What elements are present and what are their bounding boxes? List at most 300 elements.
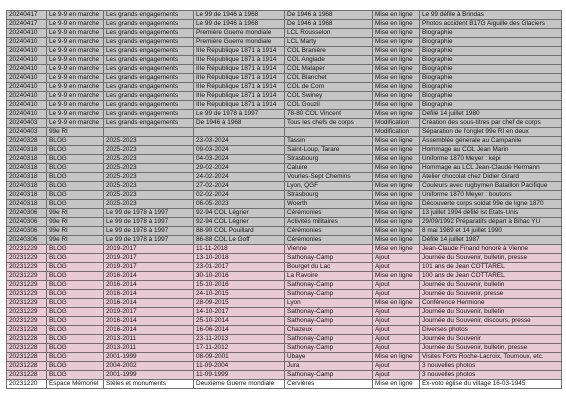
category-cell: Stèles et monuments: [104, 380, 194, 389]
action-cell: Modification: [373, 119, 420, 128]
section-cell: 99e RI: [47, 218, 104, 227]
topic-cell: [285, 128, 373, 137]
subcategory-cell: Première Guerre mondiale: [194, 38, 285, 47]
table-row: [7, 272, 562, 281]
section-cell: BLOG: [47, 353, 104, 362]
topic-cell: De 1946 à 1968: [285, 20, 373, 29]
table-row: [7, 344, 562, 353]
description-cell: 3 nouvelles photos: [420, 371, 562, 380]
table-row: [7, 353, 562, 362]
table-row: [7, 11, 562, 20]
section-cell: Le 9-9 en marche: [47, 56, 104, 65]
description-cell: Biographie: [420, 47, 562, 56]
table-row: [7, 308, 562, 317]
table-row: [7, 236, 562, 245]
section-cell: BLOG: [47, 326, 104, 335]
table-row: [7, 326, 562, 335]
description-cell: 13 juillet 1994 défilé Ist Etats-Unis: [420, 209, 562, 218]
subcategory-cell: IIIe République 1871 à 1914: [194, 83, 285, 92]
date-cell: 20240403: [7, 128, 47, 137]
subcategory-cell: 92-94 COL Légrier: [194, 209, 285, 218]
date-cell: 20240318: [7, 155, 47, 164]
date-cell: 20240306: [7, 218, 47, 227]
topic-cell: COL Gouzil: [285, 101, 373, 110]
topic-cell: Sathonay-Camp: [285, 317, 373, 326]
subcategory-cell: 86-88 COL Le Goff: [194, 236, 285, 245]
section-cell: Le 9-9 en marche: [47, 101, 104, 110]
date-cell: 20240410: [7, 83, 47, 92]
section-cell: BLOG: [47, 254, 104, 263]
category-cell: Le 99 de 1978 à 1997: [104, 209, 194, 218]
topic-cell: COL Branière: [285, 47, 373, 56]
description-cell: Journée du Souvenir, presse: [420, 290, 562, 299]
subcategory-cell: 27-02-2024: [194, 182, 285, 191]
date-cell: 20231229: [7, 263, 47, 272]
action-cell: Mise en ligne: [373, 47, 420, 56]
date-cell: 20240306: [7, 227, 47, 236]
description-cell: Biographie: [420, 101, 562, 110]
subcategory-cell: 88-90 COL Pouillard: [194, 227, 285, 236]
action-cell: Mise en ligne: [373, 74, 420, 83]
category-cell: 2025-2023: [104, 146, 194, 155]
category-cell: Les grands engagements: [104, 83, 194, 92]
description-cell: Journée du Souvenir: [420, 335, 562, 344]
subcategory-cell: IIIe République 1871 à 1914: [194, 74, 285, 83]
update-log-table: [6, 10, 562, 389]
section-cell: Le 9-9 en marche: [47, 83, 104, 92]
date-cell: 20231228: [7, 362, 47, 371]
action-cell: Ajout: [373, 344, 420, 353]
subcategory-cell: 16-06-2014: [194, 326, 285, 335]
description-cell: 100 ans de Jean COTTAREL: [420, 272, 562, 281]
topic-cell: LCL Rousselon: [285, 29, 373, 38]
action-cell: Mise en ligne: [373, 155, 420, 164]
section-cell: Le 9-9 en marche: [47, 38, 104, 47]
section-cell: 99e RI: [47, 227, 104, 236]
action-cell: Mise en ligne: [373, 137, 420, 146]
date-cell: 20231229: [7, 281, 47, 290]
subcategory-cell: Deuxième Guerre mondiale: [194, 380, 285, 389]
section-cell: BLOG: [47, 308, 104, 317]
topic-cell: Woerth: [285, 200, 373, 209]
table-row: [7, 200, 562, 209]
section-cell: Le 9-9 en marche: [47, 119, 104, 128]
description-cell: Biographie: [420, 83, 562, 92]
table-row: [7, 245, 562, 254]
table-row: [7, 182, 562, 191]
topic-cell: Cervières: [285, 380, 373, 389]
date-cell: 20240318: [7, 164, 47, 173]
subcategory-cell: 11-11-2018: [194, 245, 285, 254]
action-cell: Mise en ligne: [373, 29, 420, 38]
category-cell: 2016-2014: [104, 317, 194, 326]
action-cell: Mise en ligne: [373, 110, 420, 119]
table-row: [7, 254, 562, 263]
date-cell: 20240306: [7, 209, 47, 218]
subcategory-cell: 24-02-2024: [194, 173, 285, 182]
subcategory-cell: 29-02-2024: [194, 164, 285, 173]
subcategory-cell: 23-03-2024: [194, 137, 285, 146]
topic-cell: Lyon, QGF: [285, 182, 373, 191]
date-cell: 20231229: [7, 254, 47, 263]
subcategory-cell: IIIe République 1871 à 1914: [194, 101, 285, 110]
section-cell: BLOG: [47, 299, 104, 308]
date-cell: 20231229: [7, 290, 47, 299]
action-cell: Ajout: [373, 317, 420, 326]
action-cell: Mise en ligne: [373, 83, 420, 92]
table-row: [7, 29, 562, 38]
date-cell: 20240410: [7, 38, 47, 47]
date-cell: 20231220: [7, 380, 47, 389]
category-cell: 2004-2002: [104, 362, 194, 371]
table-row: [7, 92, 562, 101]
topic-cell: Sathonay-Camp: [285, 281, 373, 290]
description-cell: Biographie: [420, 65, 562, 74]
subcategory-cell: [194, 128, 285, 137]
section-cell: BLOG: [47, 272, 104, 281]
topic-cell: Caluire: [285, 164, 373, 173]
category-cell: 2019-2017: [104, 308, 194, 317]
subcategory-cell: IIIe République 1871 à 1914: [194, 65, 285, 74]
action-cell: Mise en ligne: [373, 380, 420, 389]
description-cell: Uniforme 1870 Meyer : képi: [420, 155, 562, 164]
date-cell: 20240410: [7, 29, 47, 38]
date-cell: 20240410: [7, 47, 47, 56]
section-cell: Le 9-9 en marche: [47, 47, 104, 56]
topic-cell: Sathonay-Camp: [285, 371, 373, 380]
category-cell: 2016-2014: [104, 290, 194, 299]
category-cell: 2016-2014: [104, 272, 194, 281]
subcategory-cell: 15-10-2016: [194, 281, 285, 290]
description-cell: Biographie: [420, 92, 562, 101]
category-cell: 2025-2023: [104, 155, 194, 164]
topic-cell: 78-80 COL Vincent: [285, 110, 373, 119]
topic-cell: Cérémonies: [285, 236, 373, 245]
topic-cell: Tous les chefs de corps: [285, 119, 373, 128]
category-cell: Les grands engagements: [104, 47, 194, 56]
date-cell: 20240410: [7, 92, 47, 101]
action-cell: Ajout: [373, 281, 420, 290]
category-cell: 2016-2014: [104, 326, 194, 335]
category-cell: Les grands engagements: [104, 110, 194, 119]
table-row: [7, 380, 562, 389]
description-cell: Jean-Claude Finand honoré à Vienne: [420, 245, 562, 254]
category-cell: 2016-2014: [104, 299, 194, 308]
subcategory-cell: 25-10-2014: [194, 317, 285, 326]
action-cell: Mise en ligne: [373, 38, 420, 47]
description-cell: Hommage au LCL Jean-Claude Hermann: [420, 164, 562, 173]
topic-cell: COL Malaper: [285, 65, 373, 74]
action-cell: Mise en ligne: [373, 182, 420, 191]
action-cell: Mise en ligne: [373, 272, 420, 281]
section-cell: BLOG: [47, 362, 104, 371]
date-cell: 20231229: [7, 272, 47, 281]
date-cell: 20231229: [7, 317, 47, 326]
section-cell: BLOG: [47, 155, 104, 164]
table-row: [7, 227, 562, 236]
date-cell: 20240318: [7, 182, 47, 191]
date-cell: 20240410: [7, 101, 47, 110]
action-cell: Mise en ligne: [373, 11, 420, 20]
topic-cell: Vienne: [285, 245, 373, 254]
date-cell: 20231229: [7, 245, 47, 254]
topic-cell: Sathonay-Camp: [285, 308, 373, 317]
table-row: [7, 155, 562, 164]
description-cell: Ex-voto église du village 16-03-1945: [420, 380, 562, 389]
category-cell: [104, 128, 194, 137]
description-cell: Couleurs avec rugbymen Bataillon Pacifique: [420, 182, 562, 191]
description-cell: 8 mai 1989 et 14 juillet 1990: [420, 227, 562, 236]
description-cell: Séparation de l'onglet 99e RI en deux: [420, 128, 562, 137]
action-cell: Ajout: [373, 290, 420, 299]
section-cell: BLOG: [47, 164, 104, 173]
table-row: [7, 164, 562, 173]
date-cell: 20240410: [7, 110, 47, 119]
topic-cell: Chazeux: [285, 326, 373, 335]
topic-cell: Cérémonies: [285, 227, 373, 236]
description-cell: 101 ans de Jean COTTAREL: [420, 263, 562, 272]
section-cell: Le 9-9 en marche: [47, 92, 104, 101]
action-cell: Mise en ligne: [373, 101, 420, 110]
section-cell: Le 9-9 en marche: [47, 20, 104, 29]
topic-cell: Tassin: [285, 137, 373, 146]
category-cell: Les grands engagements: [104, 74, 194, 83]
table-row: [7, 317, 562, 326]
subcategory-cell: Le 99 de 1978 à 1997: [194, 110, 285, 119]
topic-cell: COL Swiney: [285, 92, 373, 101]
topic-cell: COL Blanchet: [285, 74, 373, 83]
subcategory-cell: 14-10-2017: [194, 308, 285, 317]
action-cell: Ajout: [373, 326, 420, 335]
section-cell: BLOG: [47, 335, 104, 344]
table-row: [7, 56, 562, 65]
table-row: [7, 47, 562, 56]
table-row: [7, 20, 562, 29]
action-cell: Mise en ligne: [373, 236, 420, 245]
subcategory-cell: IIIe République 1871 à 1914: [194, 56, 285, 65]
category-cell: Les grands engagements: [104, 101, 194, 110]
action-cell: Ajout: [373, 335, 420, 344]
category-cell: Les grands engagements: [104, 65, 194, 74]
section-cell: BLOG: [47, 200, 104, 209]
category-cell: 2019-2017: [104, 263, 194, 272]
date-cell: 20231228: [7, 371, 47, 380]
table-row: [7, 137, 562, 146]
subcategory-cell: 92-94 COL Légrier: [194, 218, 285, 227]
category-cell: 2019-2017: [104, 245, 194, 254]
table-row: [7, 281, 562, 290]
category-cell: Le 99 de 1978 à 1997: [104, 218, 194, 227]
section-cell: BLOG: [47, 137, 104, 146]
description-cell: Hommage au COL Jean Marin: [420, 146, 562, 155]
description-cell: Journée du Souvenir, bulletin, presse: [420, 344, 562, 353]
action-cell: Mise en ligne: [373, 353, 420, 362]
action-cell: Ajout: [373, 308, 420, 317]
topic-cell: COL Anglade: [285, 56, 373, 65]
action-cell: Mise en ligne: [373, 200, 420, 209]
table-row: [7, 173, 562, 182]
category-cell: 2025-2023: [104, 137, 194, 146]
category-cell: 2025-2023: [104, 173, 194, 182]
section-cell: Espace Mémoriel: [47, 380, 104, 389]
action-cell: Mise en ligne: [373, 173, 420, 182]
action-cell: Mise en ligne: [373, 65, 420, 74]
description-cell: Biographie: [420, 56, 562, 65]
topic-cell: Strasbourg: [285, 155, 373, 164]
topic-cell: De 1946 à 1968: [285, 11, 373, 20]
subcategory-cell: Le 99 de 1946 à 1968: [194, 11, 285, 20]
date-cell: 20231229: [7, 308, 47, 317]
section-cell: BLOG: [47, 245, 104, 254]
date-cell: 20240403: [7, 119, 47, 128]
table-row: [7, 38, 562, 47]
action-cell: Mise en ligne: [373, 164, 420, 173]
date-cell: 20231228: [7, 344, 47, 353]
action-cell: Mise en ligne: [373, 209, 420, 218]
category-cell: Les grands engagements: [104, 29, 194, 38]
category-cell: 2013-2011: [104, 344, 194, 353]
description-cell: Le 99 défile à Brindas: [420, 11, 562, 20]
category-cell: Le 99 de 1978 à 1997: [104, 236, 194, 245]
section-cell: Le 9-9 en marche: [47, 65, 104, 74]
subcategory-cell: 09-03-2024: [194, 146, 285, 155]
subcategory-cell: 23-01-2017: [194, 263, 285, 272]
topic-cell: LCL Marty: [285, 38, 373, 47]
action-cell: Ajout: [373, 362, 420, 371]
date-cell: 20240318: [7, 200, 47, 209]
description-cell: Défilé 14 juillet 1980: [420, 110, 562, 119]
table-row: [7, 128, 562, 137]
table-row: [7, 290, 562, 299]
subcategory-cell: 08-09-2001: [194, 353, 285, 362]
date-cell: 20240328: [7, 137, 47, 146]
date-cell: 20240318: [7, 191, 47, 200]
section-cell: 99e RI: [47, 128, 104, 137]
description-cell: Visites Forts Roche-Lacroix, Tournoux, etc.: [420, 353, 562, 362]
subcategory-cell: 24-10-2015: [194, 290, 285, 299]
update-log-body: [7, 11, 562, 389]
category-cell: Les grands engagements: [104, 92, 194, 101]
section-cell: Le 9-9 en marche: [47, 29, 104, 38]
subcategory-cell: 06-05-2023: [194, 200, 285, 209]
description-cell: Journée du Souvenir, discours, presse: [420, 317, 562, 326]
description-cell: Biographie: [420, 29, 562, 38]
topic-cell: Saint-Loup, Tarare: [285, 146, 373, 155]
subcategory-cell: 11-09-2004: [194, 362, 285, 371]
description-cell: Conférence Hermione: [420, 299, 562, 308]
section-cell: BLOG: [47, 263, 104, 272]
section-cell: BLOG: [47, 317, 104, 326]
category-cell: Les grands engagements: [104, 11, 194, 20]
category-cell: 2025-2023: [104, 200, 194, 209]
action-cell: Mise en ligne: [373, 218, 420, 227]
section-cell: BLOG: [47, 191, 104, 200]
description-cell: Biographie: [420, 74, 562, 83]
description-cell: Diverses photos: [420, 326, 562, 335]
action-cell: Mise en ligne: [373, 20, 420, 29]
description-cell: 29/09/1992 Préparatifs départ à Bihac YU: [420, 218, 562, 227]
section-cell: BLOG: [47, 344, 104, 353]
subcategory-cell: Première Guerre mondiale: [194, 29, 285, 38]
subcategory-cell: 13-10-2018: [194, 254, 285, 263]
date-cell: 20240306: [7, 236, 47, 245]
description-cell: Biographie: [420, 38, 562, 47]
section-cell: BLOG: [47, 281, 104, 290]
topic-cell: Strasbourg: [285, 191, 373, 200]
date-cell: 20231229: [7, 299, 47, 308]
date-cell: 20231228: [7, 335, 47, 344]
category-cell: 2025-2023: [104, 191, 194, 200]
topic-cell: Vourles-Sept Chemins: [285, 173, 373, 182]
category-cell: 2025-2023: [104, 182, 194, 191]
description-cell: Journée du Souvenir, bulletin: [420, 308, 562, 317]
category-cell: Les grands engagements: [104, 20, 194, 29]
section-cell: BLOG: [47, 290, 104, 299]
category-cell: Les grands engagements: [104, 38, 194, 47]
table-row: [7, 263, 562, 272]
description-cell: Uniforme 1870 Meyer : boutons: [420, 191, 562, 200]
date-cell: 20240318: [7, 173, 47, 182]
description-cell: Photos accident B17G Aiguille des Glaciers: [420, 20, 562, 29]
description-cell: 3 nouvelles photos: [420, 362, 562, 371]
action-cell: Mise en ligne: [373, 146, 420, 155]
subcategory-cell: De 1946 à 1968: [194, 119, 285, 128]
subcategory-cell: 17-11-2012: [194, 344, 285, 353]
description-cell: Journée du Souvenir, bulletin: [420, 281, 562, 290]
table-row: [7, 146, 562, 155]
section-cell: Le 9-9 en marche: [47, 74, 104, 83]
topic-cell: Activités militaires: [285, 218, 373, 227]
date-cell: 20240410: [7, 56, 47, 65]
action-cell: Mise en ligne: [373, 245, 420, 254]
topic-cell: Lyon: [285, 299, 373, 308]
action-cell: Ajout: [373, 371, 420, 380]
table-row: [7, 335, 562, 344]
category-cell: 2013-2011: [104, 335, 194, 344]
table-row: [7, 119, 562, 128]
action-cell: Mise en ligne: [373, 227, 420, 236]
action-cell: Mise en ligne: [373, 299, 420, 308]
section-cell: BLOG: [47, 182, 104, 191]
subcategory-cell: Le 99 de 1946 à 1968: [194, 20, 285, 29]
table-row: [7, 299, 562, 308]
category-cell: 2016-2014: [104, 281, 194, 290]
description-cell: Création des sous-titres par chef de corps: [420, 119, 562, 128]
category-cell: 2025-2023: [104, 164, 194, 173]
section-cell: 99e RI: [47, 209, 104, 218]
subcategory-cell: IIIe République 1871 à 1914: [194, 92, 285, 101]
subcategory-cell: 11-09-1999: [194, 371, 285, 380]
table-row: [7, 110, 562, 119]
table-row: [7, 362, 562, 371]
topic-cell: Sathonay-Camp: [285, 254, 373, 263]
section-cell: 99e RI: [47, 236, 104, 245]
date-cell: 20231228: [7, 353, 47, 362]
action-cell: Mise en ligne: [373, 92, 420, 101]
topic-cell: Sathonay-Camp: [285, 290, 373, 299]
table-row: [7, 209, 562, 218]
topic-cell: Ubaye: [285, 353, 373, 362]
table-row: [7, 65, 562, 74]
category-cell: Les grands engagements: [104, 56, 194, 65]
subcategory-cell: 04-03-2024: [194, 155, 285, 164]
section-cell: Le 9-9 en marche: [47, 11, 104, 20]
description-cell: Découverte corps soldat 99e de ligne 1870: [420, 200, 562, 209]
table-row: [7, 83, 562, 92]
date-cell: 20240410: [7, 65, 47, 74]
date-cell: 20240410: [7, 74, 47, 83]
topic-cell: COL de Corn: [285, 83, 373, 92]
